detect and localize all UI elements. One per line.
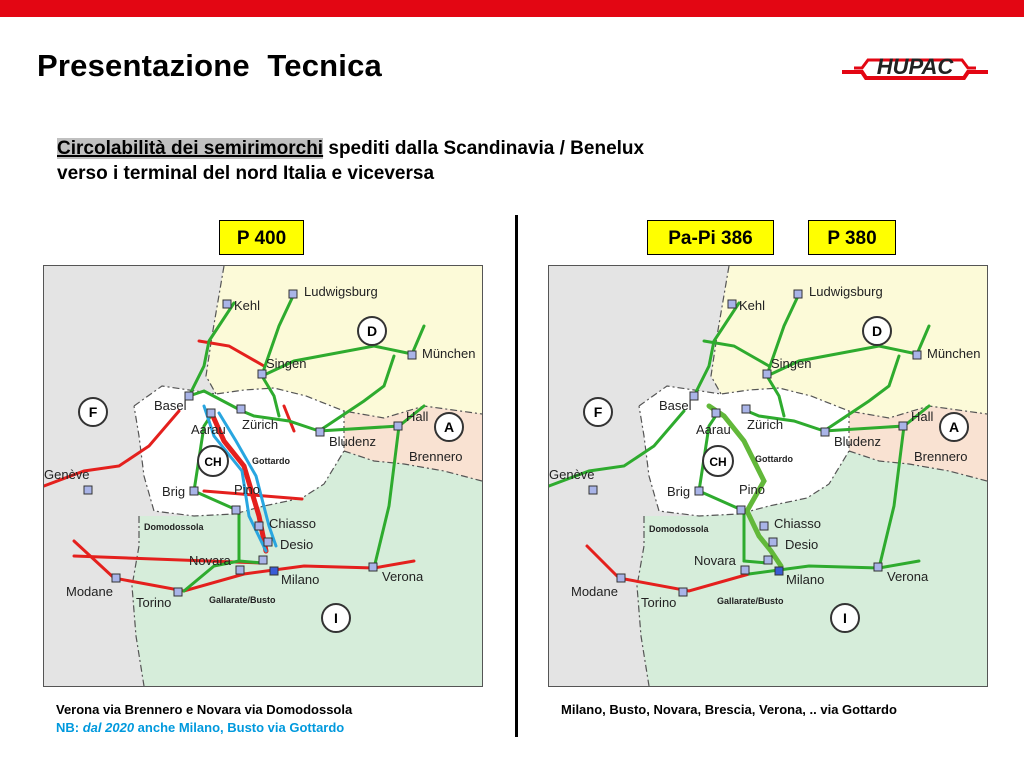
label-novara: Novara xyxy=(189,553,231,568)
label-geneve: Genève xyxy=(44,467,90,482)
r-label-brennero: Brennero xyxy=(914,449,968,464)
label-torino: Torino xyxy=(136,595,172,610)
logo-text: HUPAC xyxy=(876,54,954,79)
r-label-kehl: Kehl xyxy=(739,298,766,313)
caption-left xyxy=(56,701,352,737)
r-label-ludwigsburg: Ludwigsburg xyxy=(809,284,883,299)
label-gallarate: Gallarate/Busto xyxy=(209,595,276,605)
label-milano: Milano xyxy=(281,572,320,587)
r-label-brig: Brig xyxy=(667,484,691,499)
label-gottardo: Gottardo xyxy=(252,456,290,466)
caption-left-nb: NB: dal 2020 anche Milano, Busto via Gottardo xyxy=(56,720,345,735)
label-hall: Hall xyxy=(406,409,429,424)
map-left-svg xyxy=(44,266,482,686)
r-country-ch: CH xyxy=(709,455,727,469)
label-brennero: Brennero xyxy=(409,449,463,464)
caption-left-line1: Verona via Brennero e Novara via Domodossola xyxy=(56,702,353,717)
label-desio: Desio xyxy=(280,537,314,552)
r-country-i: I xyxy=(843,610,847,626)
r-label-novara: Novara xyxy=(694,553,736,568)
label-brig: Brig xyxy=(162,484,186,499)
label-domodossola: Domodossola xyxy=(144,522,204,532)
caption-right xyxy=(561,701,897,719)
r-label-munchen: München xyxy=(927,346,981,361)
label-zurich: Zürich xyxy=(242,417,279,432)
badge-p380: P 380 xyxy=(808,220,896,255)
map-left xyxy=(43,265,483,687)
r-label-chiasso: Chiasso xyxy=(774,516,821,531)
subtitle-highlight: Circolabilità dei semirimorchi xyxy=(57,138,324,159)
map-right xyxy=(548,265,988,687)
subtitle xyxy=(57,136,797,186)
r-label-zurich: Zürich xyxy=(747,417,784,432)
r-label-singen: Singen xyxy=(771,356,812,371)
r-label-pino: Pino xyxy=(739,482,766,497)
page-title: Presentazione Tecnica xyxy=(37,48,382,83)
map-right-svg xyxy=(549,266,987,686)
hupac-logo xyxy=(840,48,990,90)
country-ch: CH xyxy=(204,455,222,469)
badge-papi386: Pa-Pi 386 xyxy=(647,220,774,255)
country-d: D xyxy=(366,323,378,339)
r-label-milano: Milano xyxy=(786,572,825,587)
label-pino: Pino xyxy=(234,482,261,497)
r-label-aarau: Aarau xyxy=(696,422,731,437)
label-modane: Modane xyxy=(66,584,113,599)
r-country-f: F xyxy=(593,404,603,420)
label-singen: Singen xyxy=(266,356,307,371)
label-basel: Basel xyxy=(154,398,187,413)
subtitle-rest: spediti dalla Scandinavia / Benelux xyxy=(323,138,645,159)
top-red-bar xyxy=(0,0,1024,17)
country-a: A xyxy=(443,419,455,435)
r-label-bludenz: Bludenz xyxy=(834,434,881,449)
label-ludwigsburg: Ludwigsburg xyxy=(304,284,378,299)
r-label-desio: Desio xyxy=(785,537,819,552)
label-aarau: Aarau xyxy=(191,422,226,437)
country-f: F xyxy=(88,404,98,420)
label-verona: Verona xyxy=(382,569,424,584)
center-divider xyxy=(515,215,518,737)
r-label-gallarate: Gallarate/Busto xyxy=(717,596,784,606)
label-bludenz: Bludenz xyxy=(329,434,376,449)
label-chiasso: Chiasso xyxy=(269,516,316,531)
label-kehl: Kehl xyxy=(234,298,261,313)
badge-p400: P 400 xyxy=(219,220,304,255)
label-munchen: München xyxy=(422,346,476,361)
subtitle-line2: verso i terminal del nord Italia e viceversa xyxy=(57,163,435,184)
r-label-verona: Verona xyxy=(887,569,929,584)
r-label-domodossola: Domodossola xyxy=(649,524,709,534)
country-i: I xyxy=(334,610,338,626)
r-label-basel: Basel xyxy=(659,398,692,413)
r-country-d: D xyxy=(871,323,883,339)
r-country-a: A xyxy=(948,419,960,435)
r-label-geneve: Genève xyxy=(549,467,595,482)
r-label-modane: Modane xyxy=(571,584,618,599)
r-label-hall: Hall xyxy=(911,409,934,424)
r-label-gottardo: Gottardo xyxy=(755,454,793,464)
r-label-torino: Torino xyxy=(641,595,677,610)
caption-right-line1: Milano, Busto, Novara, Brescia, Verona, .. via Gottardo xyxy=(561,702,897,717)
